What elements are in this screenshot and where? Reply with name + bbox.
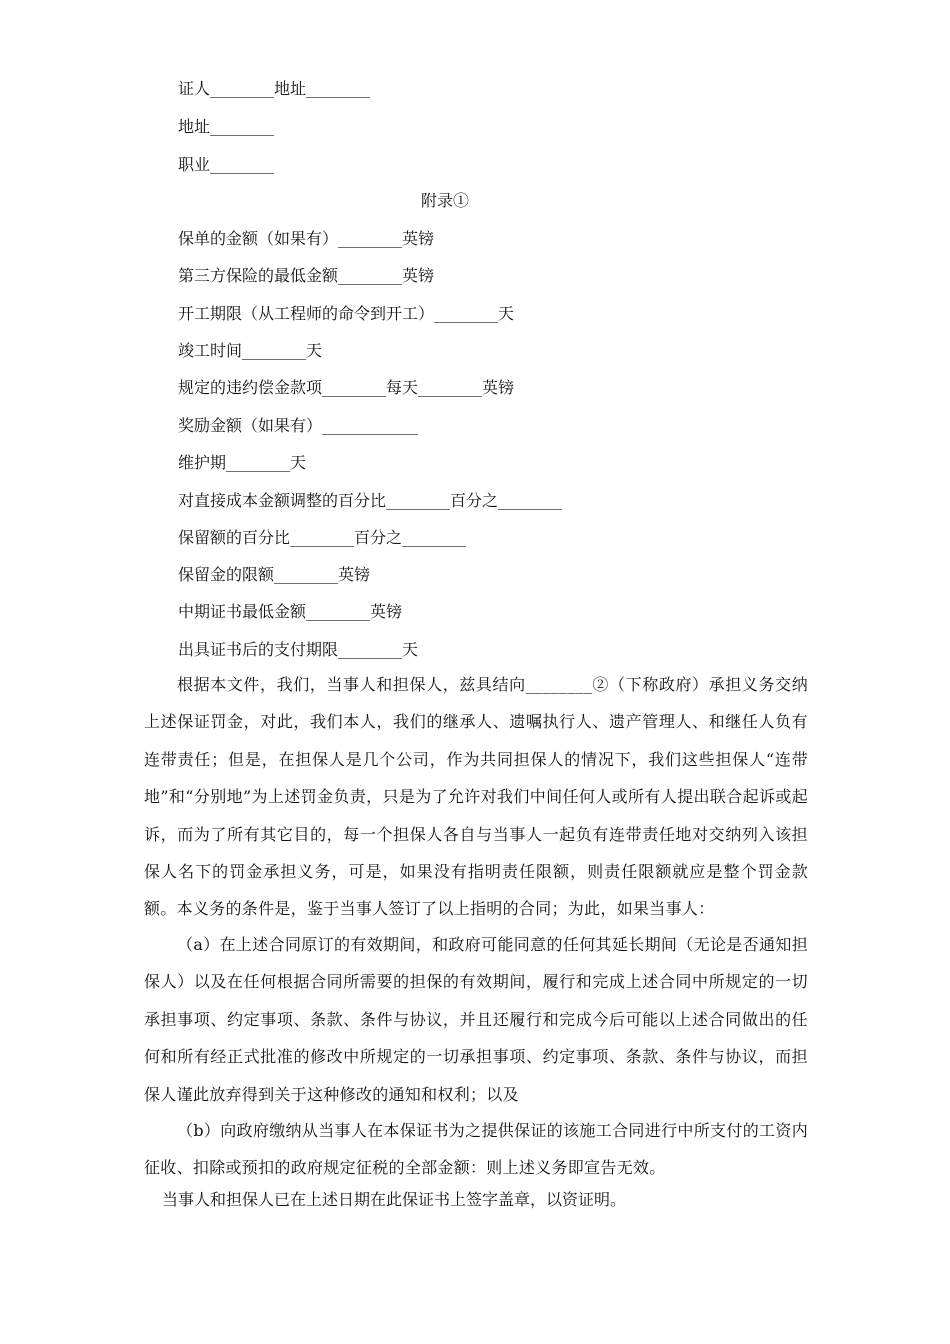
clause-a-paragraph: （a）在上述合同原订的有效期间，和政府可能同意的任何其延长期间（无论是否通知担保人）以及在任何根据合同所需要的担保的有效期间，履行和完成上述合同中所规定的一切承担事项、约定事项、条款、条件与协议，并且还履行和完成今后可能以上述合同做出的任何和所有经正式批准的修改中所规定的一切承担事项、约定事项、条款、条件与协议，而担保人谨此放弃得到关于这种修改的通知和权利；以及: [144, 935, 808, 1104]
closing-statement: 当事人和担保人已在上述日期在此保证书上签字盖章，以资证明。: [162, 1190, 627, 1209]
appendix-item: 保单的金额（如果有）________英镑: [178, 229, 435, 248]
appendix-item: 第三方保险的最低金额________英镑: [178, 266, 435, 285]
address-line: 地址________: [178, 117, 275, 136]
appendix-title: 附录①: [420, 191, 469, 210]
occupation-line: 职业________: [178, 155, 275, 174]
appendix-item: 中期证书最低金额________英镑: [178, 602, 403, 621]
appendix-item: 出具证书后的支付期限________天: [178, 640, 419, 659]
appendix-item: 竣工时间________天: [178, 341, 323, 360]
appendix-item: 规定的违约偿金款项________每天________英镑: [178, 378, 515, 397]
body-paragraph: 根据本文件，我们，当事人和担保人，兹具结向________②（下称政府）承担义务交纳上述保证罚金，对此，我们本人，我们的继承人、遗嘱执行人、遗产管理人、和继任人负有连带责任；但是，在担保人是几个公司，作为共同担保人的情况下，我们这些担保人“连带地”和“分别地”为上述罚金负责，只是为了允许对我们中间任何人或所有人提出联合起诉或起诉，而为了所有其它目的，每一个担保人各自与当事人一起负有连带责任地对交纳列入该担保人名下的罚金承担义务，可是，如果没有指明责任限额，则责任限额就应是整个罚金款额。本义务的条件是，鉴于当事人签订了以上指明的合同；为此，如果当事人：: [144, 675, 808, 919]
appendix-item: 保留金的限额________英镑: [178, 565, 371, 584]
appendix-item: 维护期________天: [178, 453, 307, 472]
appendix-item: 开工期限（从工程师的命令到开工）________天: [178, 304, 515, 323]
witness-line: 证人________地址________: [178, 79, 371, 98]
clause-b-paragraph: （b）向政府缴纳从当事人在本保证书为之提供保证的该施工合同进行中所支付的工资内征收、扣除或预扣的政府规定征税的全部金额：则上述义务即宣告无效。: [144, 1121, 808, 1178]
appendix-item: 奖励金额（如果有）____________: [178, 416, 419, 435]
appendix-item: 对直接成本金额调整的百分比________百分之________: [178, 491, 563, 510]
appendix-item: 保留额的百分比________百分之________: [178, 528, 467, 547]
